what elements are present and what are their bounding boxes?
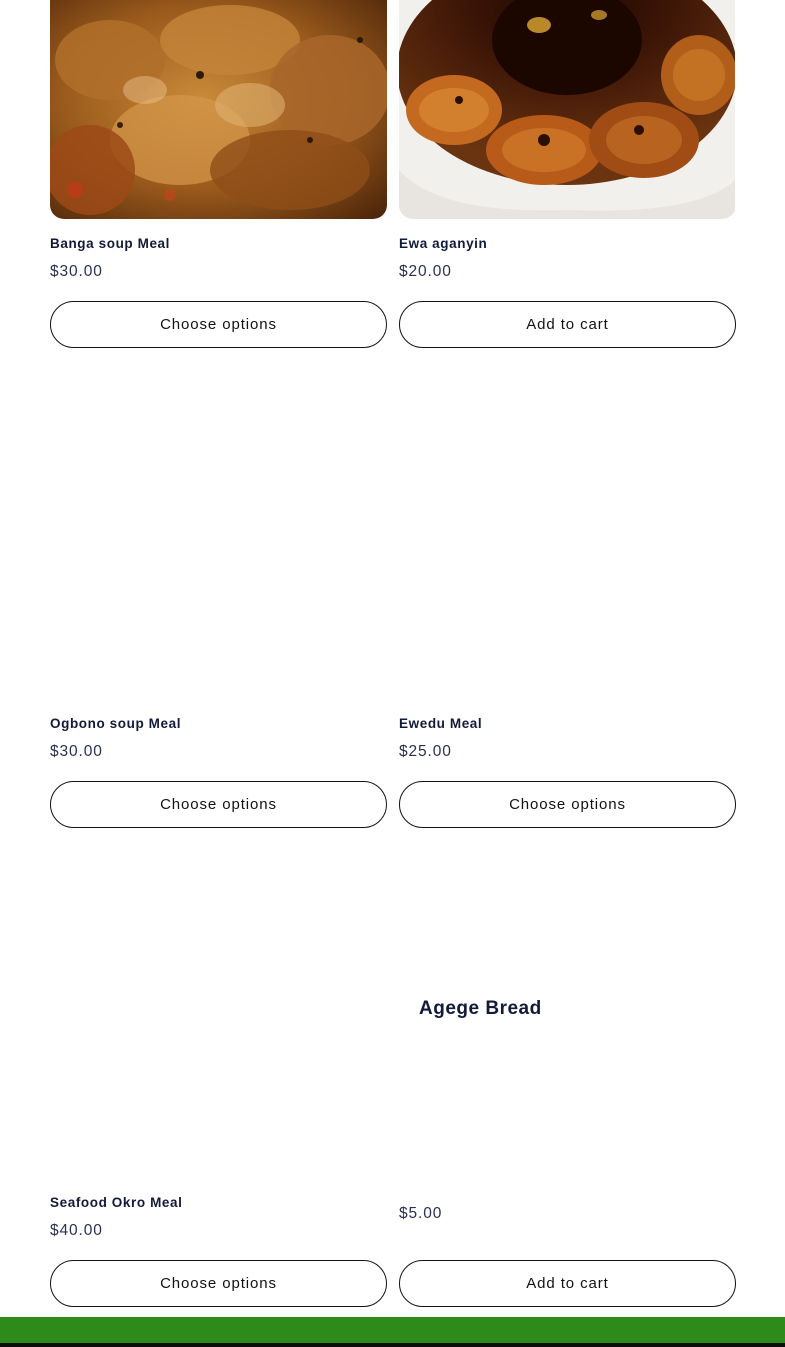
ewa-aganyin-photo	[399, 0, 735, 219]
choose-options-button[interactable]: Choose options	[50, 301, 387, 348]
add-to-cart-button[interactable]: Add to cart	[399, 1260, 736, 1307]
product-image-ewa-aganyin[interactable]	[399, 0, 736, 219]
product-price: $25.00	[399, 743, 452, 760]
product-title[interactable]: Agege Bread	[419, 998, 542, 1019]
product-price: $5.00	[399, 1205, 443, 1222]
product-title[interactable]: Banga soup Meal	[50, 236, 171, 251]
choose-options-button[interactable]: Choose options	[50, 781, 387, 828]
product-price: $30.00	[50, 263, 103, 280]
choose-options-button[interactable]: Choose options	[399, 781, 736, 828]
add-to-cart-button[interactable]: Add to cart	[399, 301, 736, 348]
product-image-banga-soup[interactable]	[50, 0, 387, 219]
footer-divider	[0, 1343, 785, 1347]
product-title[interactable]: Ewa aganyin	[399, 236, 488, 251]
choose-options-button[interactable]: Choose options	[50, 1260, 387, 1307]
banga-soup-photo	[50, 0, 387, 219]
product-price: $30.00	[50, 743, 103, 760]
product-title[interactable]: Ewedu Meal	[399, 716, 483, 731]
product-title[interactable]: Ogbono soup Meal	[50, 716, 182, 731]
product-price: $20.00	[399, 263, 452, 280]
product-title[interactable]: Seafood Okro Meal	[50, 1195, 183, 1210]
product-price: $40.00	[50, 1222, 103, 1239]
footer-bar	[0, 1317, 785, 1343]
